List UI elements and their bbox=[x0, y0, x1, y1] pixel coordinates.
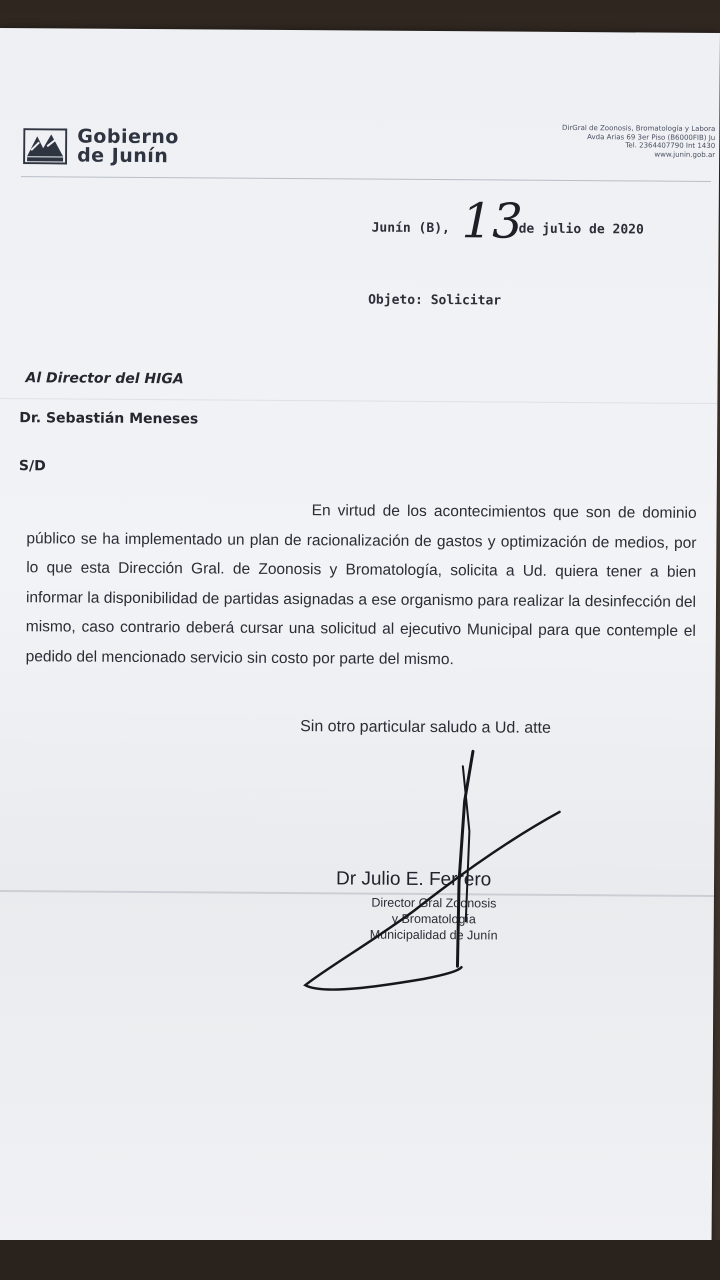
paper-fold bbox=[0, 398, 717, 404]
signatory-title-line2: y Bromatología bbox=[391, 911, 476, 927]
date-place: Junín (B), bbox=[371, 220, 450, 237]
contact-line: Tel. 2364407790 Int 1430 bbox=[625, 141, 716, 150]
date-month-year: de julio de 2020 bbox=[518, 221, 644, 238]
contact-line: Avda Arias 69 3er Piso (B6000FIB) Ju bbox=[587, 132, 716, 142]
contact-line: DirGral de Zoonosis, Bromatología y Labora bbox=[562, 123, 716, 133]
letter-body: En virtud de los acontecimientos que son de dominio público se ha implementado un plan de racionalización de gastos y optimización de medios, por lo que esta Dirección Gral. de Zoonosis y Bromatología, solicita a Ud. quiera tener a bien informar la disponibilidad de partidas asignadas a ese organismo para realizar la desinfección del mismo, caso contrario deberá cursar una solicitud al ejecutivo Municipal para que contemple el pedido del mencionado servicio sin costo por parte del mismo. bbox=[25, 502, 697, 668]
gov-name-line1: Gobierno bbox=[77, 125, 179, 149]
government-name bbox=[77, 125, 179, 168]
signatory-title-line3: Municipalidad de Junín bbox=[369, 927, 498, 943]
closing-line: Sin otro particular saludo a Ud. atte bbox=[300, 718, 551, 737]
date-day-handwritten: 13 bbox=[461, 193, 523, 250]
recipient-title: Al Director del HIGA bbox=[25, 370, 184, 388]
gov-name-line2: de Junín bbox=[77, 144, 169, 168]
contact-block bbox=[505, 124, 715, 159]
date-line bbox=[371, 193, 644, 250]
contact-line: www.junin.gob.ar bbox=[654, 150, 716, 159]
letter-page bbox=[0, 28, 720, 1248]
junin-logo-icon bbox=[23, 128, 67, 164]
signatory-title-line1: Director Gral Zoonosis bbox=[371, 895, 497, 911]
recipient-sd: S/D bbox=[18, 458, 46, 475]
table-edge bbox=[0, 1240, 720, 1280]
signatory-name: Dr Julio E. Ferrero bbox=[335, 868, 492, 891]
subject-line: Objeto: Solicitar bbox=[368, 292, 502, 309]
handwritten-signature bbox=[293, 740, 575, 1012]
header-divider bbox=[21, 176, 711, 182]
recipient-name: Dr. Sebastián Meneses bbox=[19, 410, 199, 428]
